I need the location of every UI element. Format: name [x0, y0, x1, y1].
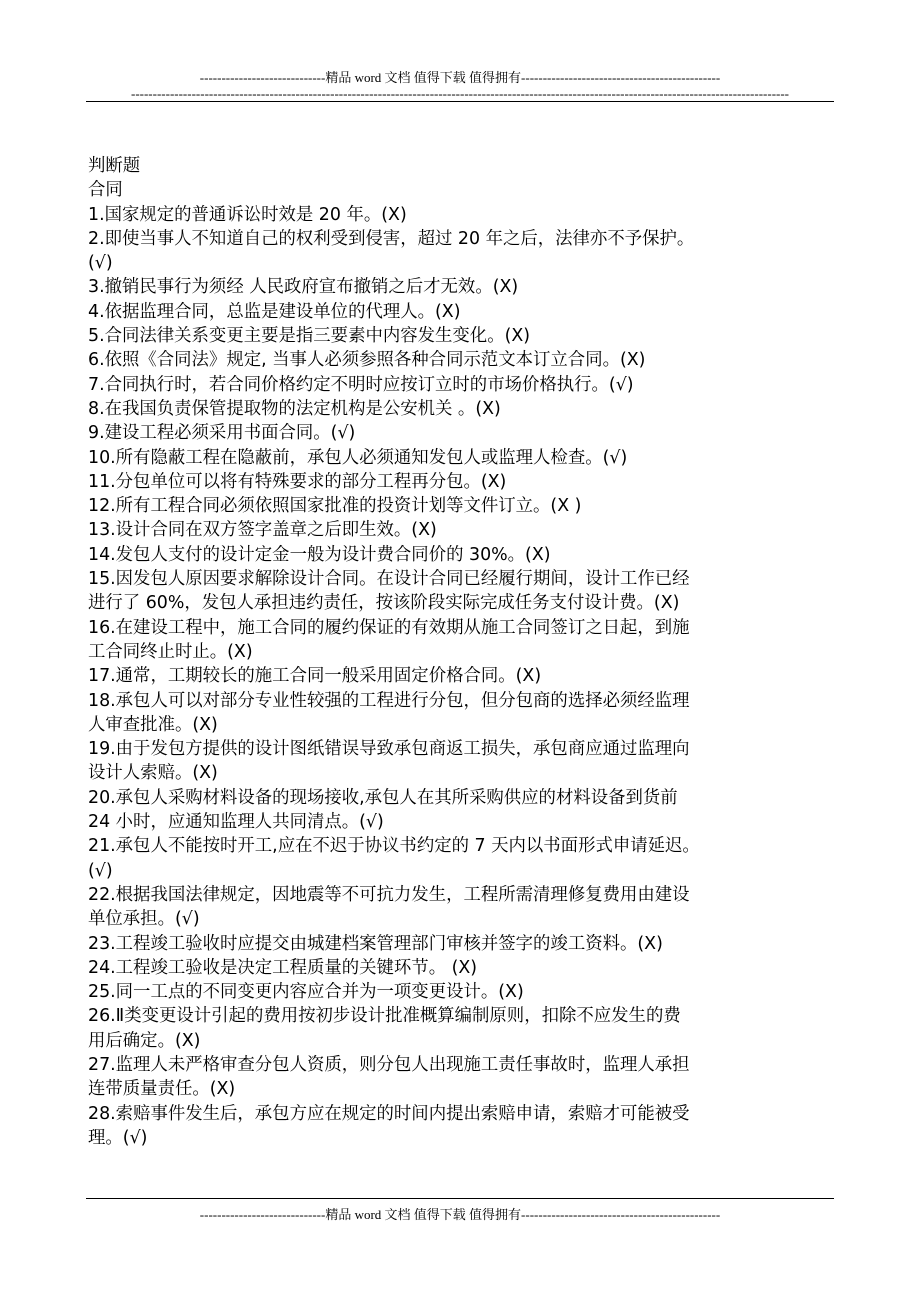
text-line: 3.撤销民事行为须经 人民政府宣布撤销之后才无效。(X): [88, 277, 519, 298]
footer-divider: [86, 1198, 834, 1199]
text-line: 10.所有隐蔽工程在隐蔽前，承包人必须通知发包人或监理人检查。(√): [88, 447, 628, 468]
text-line: 1.国家规定的普通诉讼时效是 20 年。(X): [88, 204, 407, 225]
text-line: 15.因发包人原因要求解除设计合同。在设计合同已经履行期间，设计工作已经: [88, 569, 690, 590]
text-line: 26.Ⅱ类变更设计引起的费用按初步设计批准概算编制原则，扣除不应发生的费: [88, 1006, 681, 1027]
text-line: (√): [88, 860, 113, 881]
text-line: 25.同一工点的不同变更内容应合并为一项变更设计。(X): [88, 982, 524, 1003]
text-line: 28.索赔事件发生后，承包方应在规定的时间内提出索赔申请，索赔才可能被受: [88, 1103, 690, 1124]
text-line: 8.在我国负责保管提取物的法定机构是公安机关 。(X): [88, 398, 501, 419]
text-line: 进行了 60%，发包人承担违约责任，按该阶段实际完成任务支付设计费。(X): [88, 593, 680, 614]
text-line: 21.承包人不能按时开工,应在不迟于协议书约定的 7 天内以书面形式申请延迟。: [88, 836, 700, 857]
text-line: 17.通常，工期较长的施工合同一般采用固定价格合同。(X): [88, 666, 542, 687]
footer-line-1: -----------------------------精品 word 文档 值得下载 值得拥有----------------------------------------------: [199, 1207, 721, 1222]
header-line-1: -----------------------------精品 word 文档 值得下载 值得拥有----------------------------------------------: [199, 70, 721, 85]
text-line: 12.所有工程合同必须依照国家批准的投资计划等文件订立。(X ): [88, 496, 582, 517]
header-divider: [86, 101, 834, 102]
text-line: 9.建设工程必须采用书面合同。(√): [88, 423, 356, 444]
text-line: 24.工程竣工验收是决定工程质量的关键环节。 (X): [88, 957, 478, 978]
text-line: 人审查批准。(X): [88, 714, 218, 735]
section-title: 判断题: [88, 156, 141, 176]
header-line-2: --------------------------------------------------------------------------------------------------------------------------------------------------------: [130, 86, 790, 101]
text-line: 24 小时，应通知监理人共同清点。(√): [88, 812, 384, 833]
text-line: 用后确定。(X): [88, 1030, 201, 1051]
text-line: 23.工程竣工验收时应提交由城建档案管理部门审核并签字的竣工资料。(X): [88, 933, 663, 954]
text-line: 设计人索赔。(X): [88, 763, 218, 784]
text-line: 理。(√): [88, 1127, 148, 1148]
text-line: 22.根据我国法律规定，因地震等不可抗力发生，工程所需清理修复费用由建设: [88, 884, 690, 905]
text-line: 连带质量责任。(X): [88, 1079, 236, 1100]
text-line: 工合同终止时止。(X): [88, 641, 253, 662]
text-line: 6.依照《合同法》规定, 当事人必须参照各种合同示范文本订立合同。(X): [88, 350, 646, 371]
text-line: 5.合同法律关系变更主要是指三要素中内容发生变化。(X): [88, 326, 531, 347]
text-line: 20.承包人采购材料设备的现场接收,承包人在其所采购供应的材料设备到货前: [88, 787, 678, 808]
text-line: (√): [88, 253, 113, 274]
text-line: 7.合同执行时，若合同价格约定不明时应按订立时的市场价格执行。(√): [88, 374, 634, 395]
text-line: 19.由于发包方提供的设计图纸错误导致承包商返工损失，承包商应通过监理向: [88, 739, 690, 760]
document-body: [88, 154, 834, 1150]
text-line: 14.发包人支付的设计定金一般为设计费合同价的 30%。(X): [88, 544, 551, 565]
text-line: 13.设计合同在双方签字盖章之后即生效。(X): [88, 520, 437, 541]
text-line: 27.监理人未严格审查分包人资质，则分包人出现施工责任事故时，监理人承担: [88, 1054, 690, 1075]
subsection-title: 合同: [88, 180, 123, 201]
text-line: 16.在建设工程中，施工合同的履约保证的有效期从施工合同签订之日起，到施: [88, 617, 690, 638]
text-line: 单位承担。(√): [88, 909, 200, 930]
text-line: 4.依据监理合同，总监是建设单位的代理人。(X): [88, 301, 461, 322]
text-line: 18.承包人可以对部分专业性较强的工程进行分包，但分包商的选择必须经监理: [88, 690, 690, 711]
text-line: 11.分包单位可以将有特殊要求的部分工程再分包。(X): [88, 471, 507, 492]
text-line: 2.即使当事人不知道自己的权利受到侵害，超过 20 年之后，法律亦不予保护。: [88, 228, 695, 249]
